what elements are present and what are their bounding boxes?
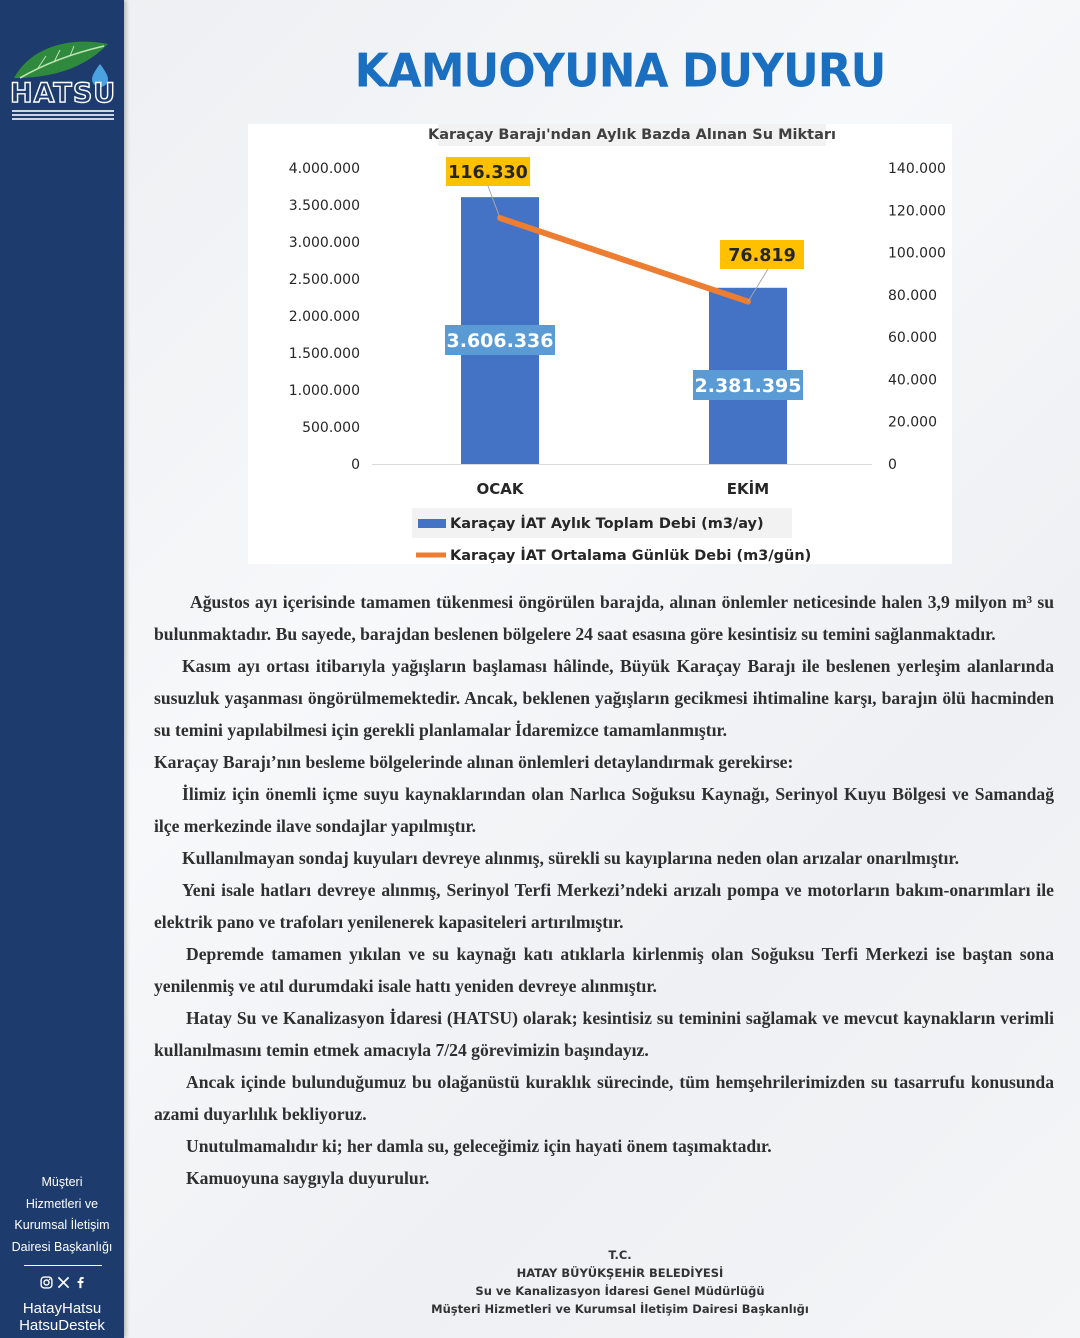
footer-line: Su ve Kanalizasyon İdaresi Genel Müdürlüğü [475,1284,765,1298]
handle-hatsudestek[interactable]: HatsuDestek [19,1317,105,1334]
left-axis-tick-label: 3.500.000 [288,198,360,214]
legend-label-bar: Karaçay İAT Aylık Toplam Debi (m3/ay) [450,516,764,532]
left-axis-tick-label: 0 [351,457,360,473]
facebook-icon[interactable] [74,1276,87,1289]
footer-line: HATAY BÜYÜKŞEHİR BELEDİYESİ [516,1266,724,1280]
right-axis-tick-label: 0 [888,457,897,473]
right-axis-tick-label: 120.000 [888,203,946,220]
right-axis-tick-label: 20.000 [888,414,937,431]
chart-title: Karaçay Barajı'ndan Aylık Bazda Alınan Su Miktarı [427,127,837,143]
right-axis-tick-label: 140.000 [888,161,946,177]
left-axis-tick-label: 500.000 [302,420,360,436]
paragraph: Unutulmamalıdır ki; her damla su, geleceğimiz için hayati önem taşımaktadır. [186,1136,772,1156]
paragraph: Ağustos ayı içerisinde tamamen tükenmesi öngörülen barajda, alınan önlemler neticesinde halen 3,9 milyon m³ su bulunmaktadır. Bu sayede, barajdan beslenen bölgelere 24 saat esasına göre kesintisiz su temini sağlanmaktadır. [154,592,1054,644]
department-line: Kurumsal İletişim [14,1218,110,1232]
paragraph: Yeni isale hatları devreye alınmış, Serinyol Terfi Merkezi’ndeki arızalı pompa ve motorların bakım-onarımları ile elektrik pano ve trafoları yenilenerek kapasiteleri artırılmıştır. [154,880,1054,932]
left-axis-tick-label: 4.000.000 [288,161,360,177]
chart [248,124,952,564]
left-axis-tick-label: 1.500.000 [288,346,360,362]
social-icons [36,1276,90,1289]
sidebar-department [4,1172,120,1258]
x-icon[interactable] [57,1276,70,1289]
department-line: Hizmetleri ve [25,1196,99,1211]
right-axis-tick-label: 60.000 [888,330,937,347]
category-label: OCAK [476,480,524,498]
bar-data-label: 3.606.336 [446,330,554,352]
left-axis-tick-label: 2.500.000 [288,272,360,288]
paragraph: Kamuoyuna saygıyla duyurulur. [186,1168,430,1188]
department-line: Müşteri [41,1175,83,1189]
instagram-icon[interactable] [40,1276,53,1289]
paragraph: Karaçay Barajı’nın besleme bölgelerinde alınan önlemleri detaylandırmak gerekirse: [154,752,794,772]
bar-data-label: 2.381.395 [694,375,802,397]
line-data-label: 116.330 [448,163,528,183]
logo-text: HATSU [10,78,117,109]
paragraph: Hatay Su ve Kanalizasyon İdaresi (HATSU) olarak; kesintisiz su teminini sağlamak ve mevcut kaynakların verimli kullanılmasını temin etmek amacıyla 7/24 görevimizin başındayız. [154,1008,1054,1060]
sidebar [0,0,124,1338]
paragraph: Kasım ayı ortası itibarıyla yağışların başlaması hâlinde, Büyük Karaçay Barajı ile beslenen yerleşim alanlarında susuzluk yaşanması öngörülmemektedir. Ancak, beklenen yağışların gecikmesi ihtimaline karşı, barajın ölü hacminden su temini yapılabilmesi için gerekli planlamalar İdaremizce tamamlanmıştır. [154,656,1054,740]
left-axis-tick-label: 1.000.000 [288,383,360,399]
right-axis-tick-label: 80.000 [888,287,937,304]
right-axis-tick-label: 100.000 [888,245,946,262]
paragraph: Kullanılmayan sondaj kuyuları devreye alınmış, sürekli su kayıplarına neden olan arızalar onarılmıştır. [182,848,960,868]
line-data-label: 76.819 [728,246,796,266]
legend-label-line: Karaçay İAT Ortalama Günlük Debi (m3/gün) [450,548,812,564]
legend-swatch-bar [418,519,446,528]
category-label: EKİM [726,480,770,498]
logo-subtitle-lines [12,110,114,124]
chart-svg [248,124,952,564]
footer-line: Müşteri Hizmetleri ve Kurumsal İletişim Dairesi Başkanlığı [431,1302,809,1316]
left-axis-tick-label: 2.000.000 [288,309,360,325]
sidebar-divider [24,1265,102,1266]
right-axis-tick-label: 40.000 [888,372,937,389]
paragraph: İlimiz için önemli içme suyu kaynaklarından olan Narlıca Soğuksu Kaynağı, Serinyol Kuyu Bölgesi ve Samandağ ilçe merkezinde ilave sondajlar yapılmıştır. [154,784,1054,836]
left-axis-tick-label: 3.000.000 [288,235,360,251]
announcement-body [154,586,1054,1194]
social-handles [0,1300,124,1334]
paragraph: Depremde tamamen yıkılan ve su kaynağı katı atıklarla kirlenmiş olan Soğuksu Terfi Merkezi ise baştan sona yenilenmiş ve atıl durumdaki isale hattı yeniden devreye alınmıştır. [154,944,1054,996]
handle-hatayhatsu[interactable]: HatayHatsu [22,1300,102,1317]
footer-line: T.C. [608,1248,632,1262]
department-line: Dairesi Başkanlığı [11,1239,113,1254]
paragraph: Ancak içinde bulunduğumuz bu olağanüstü kuraklık sürecinde, tüm hemşehrilerimizden su tasarrufu konusunda azami duyarlılık bekliyoruz. [154,1072,1054,1124]
page-title: KAMUOYUNA DUYURU [354,44,886,99]
footer [300,1246,940,1318]
